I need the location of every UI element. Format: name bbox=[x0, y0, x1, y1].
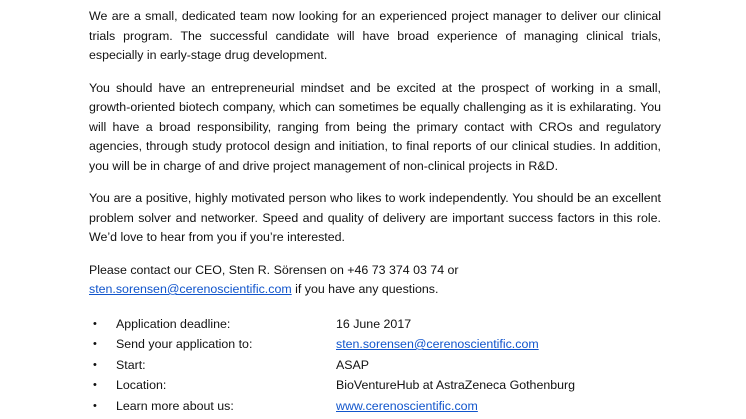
bullet-icon: • bbox=[93, 338, 97, 350]
intro-paragraph: We are a small, dedicated team now looking for an experienced project manager to deliver our clinical trials program. The successful candidate will have broad experience of managing clinical trials, especially in early-stage drug development. bbox=[89, 9, 661, 62]
detail-value-location: BioVentureHub at AstraZeneca Gothenburg bbox=[336, 378, 576, 392]
detail-item-location bbox=[89, 375, 661, 396]
contact-text: Please contact our CEO, Sten R. Sörensen on +46 73 374 03 74 or bbox=[89, 262, 459, 277]
website-link[interactable]: www.cerenoscientific.com bbox=[336, 398, 478, 413]
bullet-icon: • bbox=[93, 399, 97, 412]
detail-item-website bbox=[89, 396, 661, 417]
detail-value-start: ASAP bbox=[336, 357, 370, 372]
detail-label: Start: bbox=[116, 357, 146, 372]
detail-value-deadline: 16 June 2017 bbox=[336, 316, 412, 331]
contact-email-link[interactable]: sten.sorensen@cerenoscientific.com bbox=[89, 282, 292, 296]
contact-paragraph bbox=[89, 261, 661, 300]
bullet-icon: • bbox=[93, 358, 97, 371]
detail-item-start bbox=[89, 355, 661, 376]
qualities-paragraph: You are a positive, highly motivated person who likes to work independently. You should be an excellent problem solver and networker. Speed and quality of delivery are important success factors in this role. We’d love to hear from you if you’re interested. bbox=[89, 191, 661, 244]
detail-item-deadline bbox=[89, 314, 661, 335]
detail-label: Application deadline: bbox=[116, 316, 231, 331]
detail-label: Location: bbox=[116, 378, 167, 392]
job-ad-document bbox=[89, 7, 661, 416]
contact-text-after: if you have any questions. bbox=[291, 282, 439, 296]
bullet-icon: • bbox=[93, 379, 97, 391]
detail-item-application bbox=[89, 334, 661, 355]
detail-label: Send your application to: bbox=[116, 337, 253, 351]
detail-label: Learn more about us: bbox=[116, 398, 234, 413]
bullet-icon: • bbox=[93, 317, 97, 330]
application-email-link[interactable]: sten.sorensen@cerenoscientific.com bbox=[336, 337, 539, 351]
mindset-paragraph: You should have an entrepreneurial mindset and be excited at the prospect of working in a small, growth-oriented biotech company, which can sometimes be equally challenging as it is exhilarating. You will have a broad responsibility, ranging from being the primary contact with CROs and regulatory agencies, through study protocol design and initiation, to final reports of our clinical studies. In addition, you will be in charge of and drive project management of non-clinical projects in R&D. bbox=[89, 80, 661, 173]
details-list bbox=[89, 314, 661, 417]
